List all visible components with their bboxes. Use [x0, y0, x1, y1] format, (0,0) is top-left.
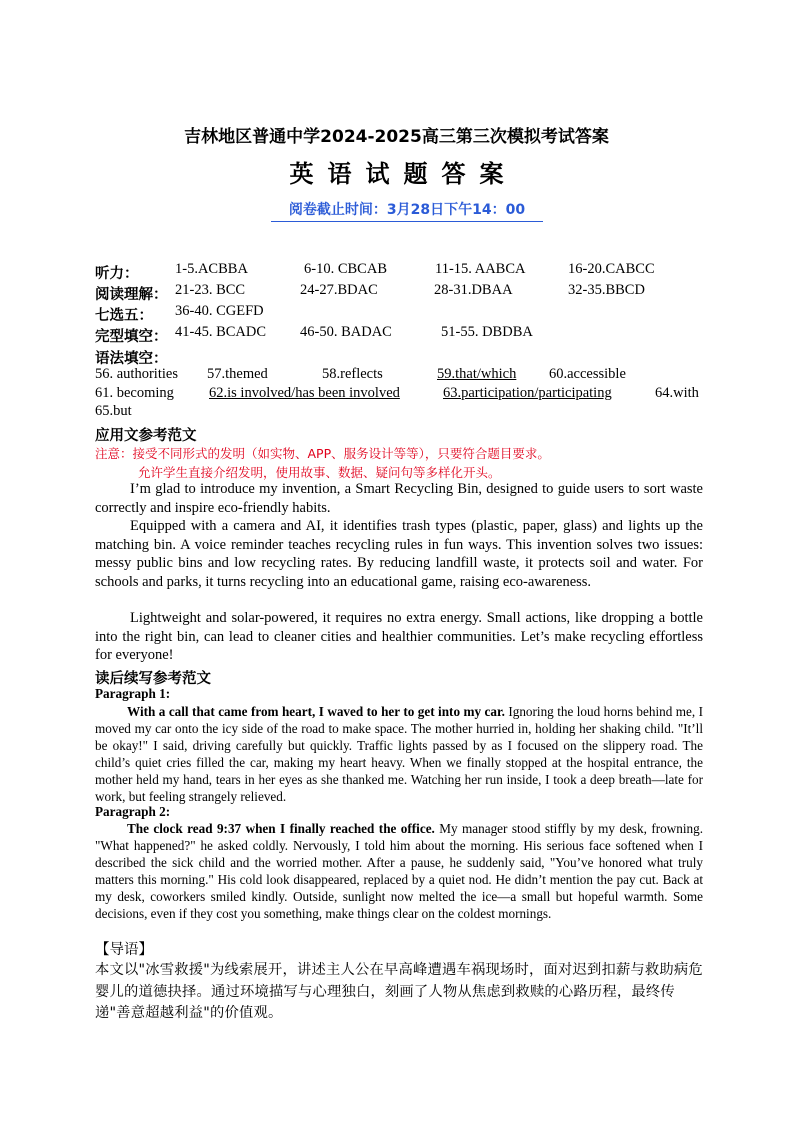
exam-title: 吉林地区普通中学2024-2025高三第三次模拟考试答案 — [184, 127, 609, 147]
subject-title: 英语试题答案 — [289, 159, 518, 188]
grammar-label: 语法填空： — [95, 351, 168, 367]
grammar-answer: 65.but — [95, 403, 132, 419]
grammar-answer: 58.reflects — [322, 366, 383, 382]
paragraph-1-lead: With a call that came from heart, I waved to her to get into my car. — [127, 704, 505, 719]
reading-label: 阅读理解： — [95, 287, 168, 303]
paragraph-1-body: Ignoring the loud horns behind me, I moved my car onto the icy side of the road to make space. The mother hurried in, holding her shaking child. "It’ll be okay!" I said, driving carefully but quickly. Traffic lights passed by as I focused on the slippery road. The child’s quiet cries filled the car, making my heart heavy. When we finally stopped at the hospital entrance, the mother held my hand, tears in her eyes as she thanked me. Watching her run inside, I took a deep breath—late for work, but feeling strangely relieved. — [95, 704, 704, 804]
grammar-answer: 56. authorities — [95, 366, 178, 382]
listening-label: 听力： — [95, 266, 139, 282]
continuation-paragraph-1 — [95, 703, 703, 805]
paragraph-2-label: Paragraph 2: — [95, 804, 171, 819]
grammar-answer: 57.themed — [207, 366, 268, 382]
listening-answer: 11-15. AABCA — [435, 261, 526, 277]
listening-answer: 16-20.CABCC — [568, 261, 655, 277]
listening-answer: 6-10. CBCAB — [304, 261, 387, 277]
guide-text: 本文以"冰雪救援"为线索展开，讲述主人公在早高峰遭遇车祸现场时，面对迟到扣薪与救助病危婴儿的道德抉择。通过环境描写与心理独白，刻画了人物从焦虑到救赎的心路历程，最终传递"善意超越利益"的价值观。 — [95, 962, 703, 1021]
guide-heading: 【导语】 — [95, 942, 153, 958]
reading-answer: 28-31.DBAA — [434, 282, 513, 298]
reading-answer: 21-23. BCC — [175, 282, 246, 298]
cloze-label: 完型填空： — [95, 329, 168, 345]
grammar-answer: 60.accessible — [549, 366, 626, 382]
application-paragraph: I’m glad to introduce my invention, a Smart Recycling Bin, designed to guide users to sort waste correctly and inspire eco-friendly habits. — [95, 481, 703, 516]
paragraph-2-lead: The clock read 9:37 when I finally reached the office. — [127, 821, 435, 836]
grammar-answer: 62.is involved/has been involved — [209, 385, 400, 401]
grading-note-1: 注意：接受不同形式的发明（如实物、APP、服务设计等等），只要符合题目要求。 — [95, 446, 550, 461]
grading-note-2: 允许学生直接介绍发明，使用故事、数据、疑问句等多样化开头。 — [138, 465, 501, 480]
listening-answer: 1-5.ACBBA — [175, 261, 248, 277]
reading-answer: 32-35.BBCD — [568, 282, 645, 298]
paragraph-2-body: My manager stood stiffly by my desk, frowning. "What happened?" he asked coldly. Nervously, I told him about the morning. His serious face softened when I described the sick child and the worried mother. After a pause, he suddenly said, "You’ve honored what truly matters this morning." His cold look disappeared, replaced by a quiet nod. He didn’t mention the pay cut. Back at my desk, coworkers smiled kindly. Outside, sunlight now melted the ice—a small but hopeful warmth. Some decisions, even if they cost you something, make things clear on the coldest mornings. — [95, 821, 703, 921]
reading-answer: 24-27.BDAC — [300, 282, 378, 298]
cloze-answer: 41-45. BCADC — [175, 324, 267, 340]
cloze-answer: 46-50. BADAC — [300, 324, 392, 340]
application-heading: 应用文参考范文 — [95, 428, 197, 444]
grammar-answer: 59.that/which — [437, 366, 517, 382]
seven-five-answer: 36-40. CGEFD — [175, 303, 264, 319]
seven-five-label: 七选五： — [95, 308, 153, 324]
cloze-answer: 51-55. DBDBA — [441, 324, 533, 340]
grammar-answer: 63.participation/participating — [443, 385, 612, 401]
continuation-heading: 读后续写参考范文 — [95, 671, 211, 687]
continuation-paragraph-2 — [95, 820, 703, 922]
deadline-notice: 阅卷截止时间：3月28日下午14：00 — [271, 199, 543, 222]
grammar-answer: 64.with — [655, 385, 699, 401]
paragraph-1-label: Paragraph 1: — [95, 686, 171, 701]
application-paragraph: Equipped with a camera and AI, it identifies trash types (plastic, paper, glass) and lights up the matching bin. A voice reminder teaches recycling rules in fun ways. This invention solves two issues: messy public bins and low recycling rates. By reducing landfill waste, it protects soil and water. For schools and parks, it turns recycling into an educational game, raising eco-awareness. — [95, 518, 703, 590]
application-paragraph: Lightweight and solar-powered, it requires no extra energy. Small actions, like dropping a bottle into the right bin, can lead to cleaner cities and healthier communities. Let’s make recycling effortless for everyone! — [95, 610, 703, 664]
grammar-answer: 61. becoming — [95, 385, 174, 401]
